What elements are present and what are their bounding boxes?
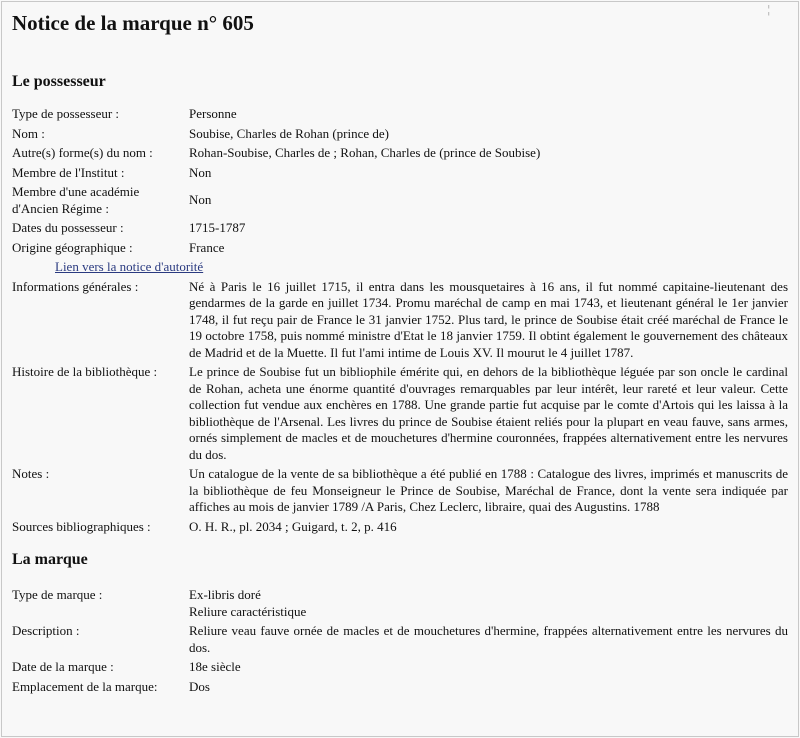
field-row <box>12 364 788 466</box>
field-label: Type de marque : <box>12 587 103 602</box>
field-label: Dates du possesseur : <box>12 220 124 235</box>
field-row <box>12 279 788 365</box>
field-row <box>12 145 788 165</box>
field-label: Sources bibliographiques : <box>12 518 151 534</box>
field-label: Membre de l'Institut : <box>12 164 125 180</box>
notice-page <box>12 10 790 698</box>
section-heading-marque: La marque <box>12 551 88 568</box>
field-value: Rohan-Soubise, Charles de ; Rohan, Charles de (prince de Soubise) <box>189 145 541 160</box>
authority-link-row <box>12 259 788 279</box>
field-label: Nom : <box>12 125 45 141</box>
page-title: Notice de la marque n° 605 <box>12 11 254 35</box>
field-value: Un catalogue de la vente de sa bibliothèque a été publié en 1788 : Catalogue des livres, imprimés et manuscrits de la bibliothèque de feu Monseigneur le Prince de Soubise, Maréchal de France, dont la vente sera indiquée par affiches au mois de janvier 1789 /A Paris, Chez Leclerc, libraire, quai des Augustins. 1788 <box>189 466 788 514</box>
section-heading-possesseur: Le possesseur <box>12 73 106 90</box>
field-label-line: Membre d'une académie <box>12 184 140 199</box>
field-value: Reliure veau fauve ornée de macles et de mouchetures d'hermine, frappées alternativement entre les nervures du dos. <box>189 623 788 655</box>
field-value: O. H. R., pl. 2034 ; Guigard, t. 2, p. 416 <box>189 518 397 534</box>
possesseur-table <box>12 106 788 538</box>
field-value-line: Ex-libris doré <box>189 587 261 602</box>
field-label: Description : <box>12 623 80 638</box>
field-value: Soubise, Charles de Rohan (prince de) <box>189 125 390 141</box>
field-row <box>12 519 788 539</box>
field-label: Emplacement de la marque: <box>12 678 158 694</box>
field-label: Type de possesseur : <box>12 106 120 121</box>
field-row <box>12 679 788 699</box>
scroll-corner-mark: ¦ <box>767 2 770 16</box>
field-label: Origine géographique : <box>12 239 133 255</box>
field-label-line: d'Ancien Régime : <box>12 200 109 216</box>
field-value: Non <box>189 192 212 208</box>
field-row <box>12 220 788 240</box>
field-value-line: Reliure caractéristique <box>189 603 307 619</box>
field-value: 1715-1787 <box>189 220 246 235</box>
field-label: Informations générales : <box>12 278 139 294</box>
field-label <box>12 184 189 220</box>
field-row <box>12 466 788 519</box>
field-row <box>12 659 788 679</box>
field-label: Histoire de la bibliothèque : <box>12 364 158 379</box>
field-label: Date de la marque : <box>12 659 114 674</box>
field-value: Le prince de Soubise fut un bibliophile émérite qui, en dehors de la bibliothèque léguée par son oncle le cardinal de Rohan, acheta une énorme quantité d'ouvrages remarquables par leur intérêt, leur rareté et leur valeur. Cette collection fut vendue aux enchères en 1788. Une grande partie fut acquise par le comte d'Artois qui les laissa à la bibliothèque de l'Arsenal. Les livres du prince de Soubise étaient reliés pour la plupart en veau fauve, sans armes, ornés simplement de macles et de mouchetures d'hermine couronnées, frappées alternativement entre les nervures du dos. <box>189 364 788 462</box>
field-label: Autre(s) forme(s) du nom : <box>12 145 153 160</box>
authority-record-link[interactable]: Lien vers la notice d'autorité <box>55 259 204 274</box>
field-row <box>12 623 788 659</box>
field-value: Non <box>189 164 212 180</box>
field-value: Né à Paris le 16 juillet 1715, il entra dans les mousquetaires à 16 ans, il fut nommé capitaine-lieutenant des gendarmes de la garde en juillet 1734. Promu maréchal de camp en mai 1743, et lieutenant général le 1er janvier 1748, il fut reçu pair de France le 31 janvier 1752. Plus tard, le prince de Soubise était créé maréchal de France le 19 octobre 1758, puis nommé ministre d'Etat le 18 janvier 1759. Il obtint également le gouvernement des châteaux de Madrid et de la Muette. Il fut l'ami intime de Louis XV. Il mourut le 4 juillet 1787. <box>189 278 788 360</box>
field-value: Personne <box>189 106 237 121</box>
field-row <box>12 126 788 146</box>
field-row-academie <box>12 184 788 220</box>
field-value: France <box>189 239 225 255</box>
field-value: Dos <box>189 678 210 694</box>
field-value <box>189 587 788 623</box>
field-row <box>12 587 788 623</box>
field-row <box>12 165 788 185</box>
field-label: Notes : <box>12 466 50 481</box>
field-row <box>12 106 788 126</box>
field-value: 18e siècle <box>189 659 241 674</box>
field-row <box>12 240 788 260</box>
marque-table <box>12 587 788 698</box>
